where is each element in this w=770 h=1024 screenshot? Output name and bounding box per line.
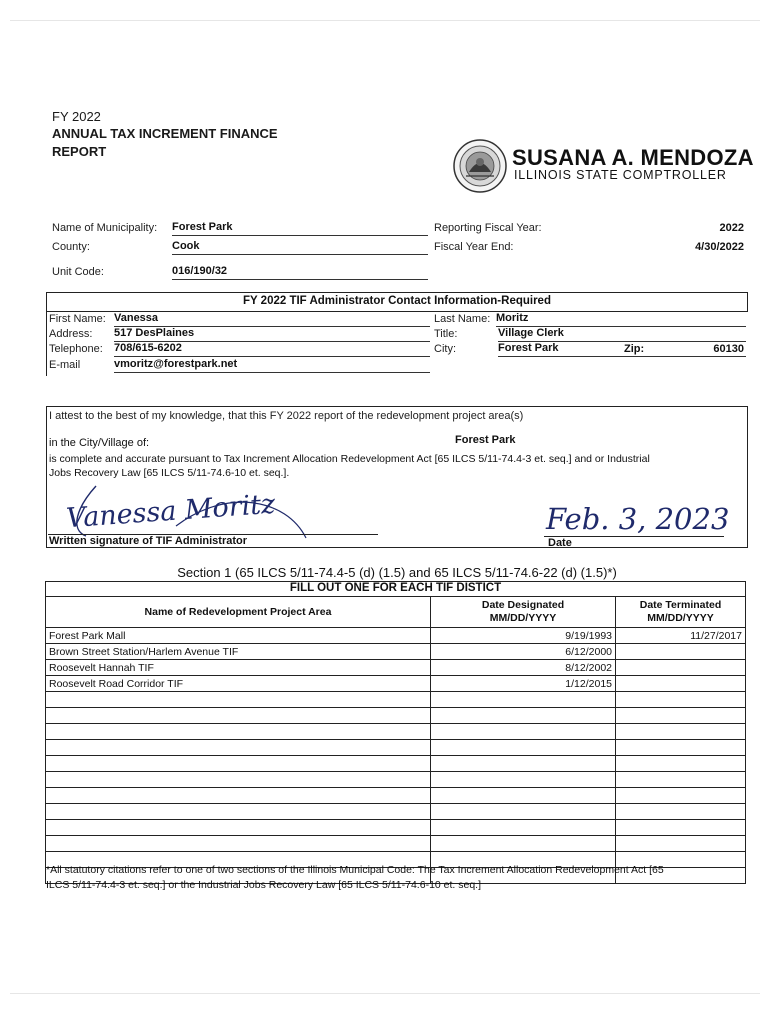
table-row bbox=[46, 676, 746, 692]
zip-label: Zip: bbox=[624, 343, 645, 355]
first-name-label: First Name: bbox=[49, 313, 106, 325]
report-title-line1: ANNUAL TAX INCREMENT FINANCE bbox=[52, 126, 278, 141]
cell-designated bbox=[431, 804, 616, 820]
col-header-name: Name of Redevelopment Project Area bbox=[46, 597, 431, 628]
section1-title: Section 1 (65 ILCS 5/11-74.4-5 (d) (1.5) and 65 ILCS 5/11-74.6-22 (d) (1.5)*) bbox=[177, 565, 617, 580]
fiscal-year-end-value: 4/30/2022 bbox=[695, 241, 744, 253]
contact-heading: FY 2022 TIF Administrator Contact Information-Required bbox=[243, 295, 551, 307]
cell-designated bbox=[431, 772, 616, 788]
table-row bbox=[46, 660, 746, 676]
cell-name bbox=[46, 788, 431, 804]
cell-designated: 1/12/2015 bbox=[431, 676, 616, 692]
cell-designated bbox=[431, 820, 616, 836]
table-row bbox=[46, 756, 746, 772]
comptroller-name: SUSANA A. MENDOZA bbox=[512, 145, 754, 170]
table-row bbox=[46, 788, 746, 804]
col-header-terminated bbox=[616, 597, 746, 628]
table-row bbox=[46, 804, 746, 820]
last-name-label: Last Name: bbox=[434, 313, 491, 325]
cell-terminated bbox=[616, 820, 746, 836]
col-header-terminated-line1: Date Terminated bbox=[639, 599, 722, 611]
page-bottom-edge bbox=[10, 993, 760, 994]
table-row bbox=[46, 708, 746, 724]
col-header-designated bbox=[431, 597, 616, 628]
cell-designated bbox=[431, 788, 616, 804]
unit-code-label: Unit Code: bbox=[52, 266, 104, 278]
cell-designated bbox=[431, 724, 616, 740]
footnote-line2: ILCS 5/11-74.4-3 et. seq.] or the Industrial Jobs Recovery Law [65 ILCS 5/11-74.6-10 et. seq.] bbox=[46, 879, 482, 891]
municipality-label: Name of Municipality: bbox=[52, 222, 158, 234]
table-row bbox=[46, 644, 746, 660]
telephone-label: Telephone: bbox=[49, 343, 103, 355]
city-value: Forest Park bbox=[498, 342, 746, 357]
cell-terminated bbox=[616, 692, 746, 708]
table-header-row bbox=[46, 597, 746, 628]
last-name-value: Moritz bbox=[496, 312, 746, 327]
cell-designated bbox=[431, 692, 616, 708]
cell-designated: 6/12/2000 bbox=[431, 644, 616, 660]
col-header-terminated-line2: MM/DD/YYYY bbox=[647, 612, 714, 624]
fill-out-instruction: FILL OUT ONE FOR EACH TIF DISTICT bbox=[289, 582, 502, 594]
state-seal-icon bbox=[452, 138, 508, 194]
cell-name bbox=[46, 756, 431, 772]
table-row bbox=[46, 820, 746, 836]
attest-line3a: is complete and accurate pursuant to Tax Increment Allocation Redevelopment Act [65 ILCS 5/11-74.4-3 et. seq.] and or Industrial bbox=[49, 453, 650, 465]
comptroller-office: ILLINOIS STATE COMPTROLLER bbox=[514, 168, 727, 182]
cell-terminated bbox=[616, 724, 746, 740]
city-label: City: bbox=[434, 343, 456, 355]
email-value: vmoritz@forestpark.net bbox=[114, 358, 430, 373]
table-row bbox=[46, 740, 746, 756]
county-value: Cook bbox=[172, 240, 428, 255]
footnote-line1: *All statutory citations refer to one of two sections of the Illinois Municipal Code: The Tax Increment Allocation Redevelopment Act [65 bbox=[46, 864, 664, 876]
table-row bbox=[46, 628, 746, 644]
cell-terminated bbox=[616, 836, 746, 852]
municipality-value: Forest Park bbox=[172, 221, 428, 236]
cell-name bbox=[46, 692, 431, 708]
cell-terminated bbox=[616, 660, 746, 676]
title-value: Village Clerk bbox=[498, 327, 746, 342]
cell-name bbox=[46, 724, 431, 740]
cell-designated bbox=[431, 708, 616, 724]
county-label: County: bbox=[52, 241, 90, 253]
cell-name: Roosevelt Road Corridor TIF bbox=[46, 676, 431, 692]
unit-code-value: 016/190/32 bbox=[172, 265, 428, 280]
cell-terminated bbox=[616, 772, 746, 788]
cell-designated bbox=[431, 836, 616, 852]
cell-name bbox=[46, 772, 431, 788]
cell-designated bbox=[431, 756, 616, 772]
handwritten-signature: Vanessa Moritz bbox=[65, 488, 277, 535]
report-fy: FY 2022 bbox=[52, 109, 101, 124]
report-title-line2: REPORT bbox=[52, 144, 107, 159]
attest-city-label: in the City/Village of: bbox=[49, 437, 150, 449]
col-header-designated-line1: Date Designated bbox=[481, 599, 565, 611]
cell-terminated bbox=[616, 756, 746, 772]
table-row bbox=[46, 724, 746, 740]
date-label: Date bbox=[548, 537, 572, 549]
cell-designated: 8/12/2002 bbox=[431, 660, 616, 676]
tif-district-table bbox=[45, 596, 746, 884]
cell-terminated bbox=[616, 676, 746, 692]
cell-designated: 9/19/1993 bbox=[431, 628, 616, 644]
cell-terminated: 11/27/2017 bbox=[616, 628, 746, 644]
cell-terminated bbox=[616, 788, 746, 804]
fiscal-year-end-label: Fiscal Year End: bbox=[434, 241, 514, 253]
contact-left-border bbox=[46, 292, 47, 376]
cell-name: Roosevelt Hannah TIF bbox=[46, 660, 431, 676]
telephone-value: 708/615-6202 bbox=[114, 342, 430, 357]
cell-name bbox=[46, 804, 431, 820]
first-name-value: Vanessa bbox=[114, 312, 430, 327]
cell-name: Brown Street Station/Harlem Avenue TIF bbox=[46, 644, 431, 660]
attest-line1: I attest to the best of my knowledge, that this FY 2022 report of the redevelopment project area(s) bbox=[49, 410, 524, 422]
cell-terminated bbox=[616, 804, 746, 820]
table-row bbox=[46, 692, 746, 708]
cell-terminated bbox=[616, 644, 746, 660]
cell-name bbox=[46, 820, 431, 836]
cell-designated bbox=[431, 740, 616, 756]
reporting-fiscal-year-value: 2022 bbox=[719, 222, 744, 234]
address-value: 517 DesPlaines bbox=[114, 327, 430, 342]
email-label: E-mail bbox=[49, 359, 81, 371]
cell-name bbox=[46, 740, 431, 756]
title-label: Title: bbox=[434, 328, 458, 340]
col-header-designated-line2: MM/DD/YYYY bbox=[489, 612, 557, 624]
address-label: Address: bbox=[49, 328, 93, 340]
table-row bbox=[46, 772, 746, 788]
signature-label: Written signature of TIF Administrator bbox=[49, 535, 248, 547]
page-top-edge bbox=[10, 20, 760, 21]
zip-value: 60130 bbox=[713, 343, 744, 355]
cell-name: Forest Park Mall bbox=[46, 628, 431, 644]
attest-line3b: Jobs Recovery Law [65 ILCS 5/11-74.6-10 et. seq.]. bbox=[49, 467, 290, 479]
cell-terminated bbox=[616, 740, 746, 756]
cell-terminated bbox=[616, 708, 746, 724]
attest-city-value: Forest Park bbox=[455, 434, 516, 446]
table-row bbox=[46, 836, 746, 852]
handwritten-date: Feb. 3, 2023 bbox=[546, 502, 730, 536]
cell-name bbox=[46, 836, 431, 852]
cell-name bbox=[46, 708, 431, 724]
reporting-fiscal-year-label: Reporting Fiscal Year: bbox=[434, 222, 542, 234]
